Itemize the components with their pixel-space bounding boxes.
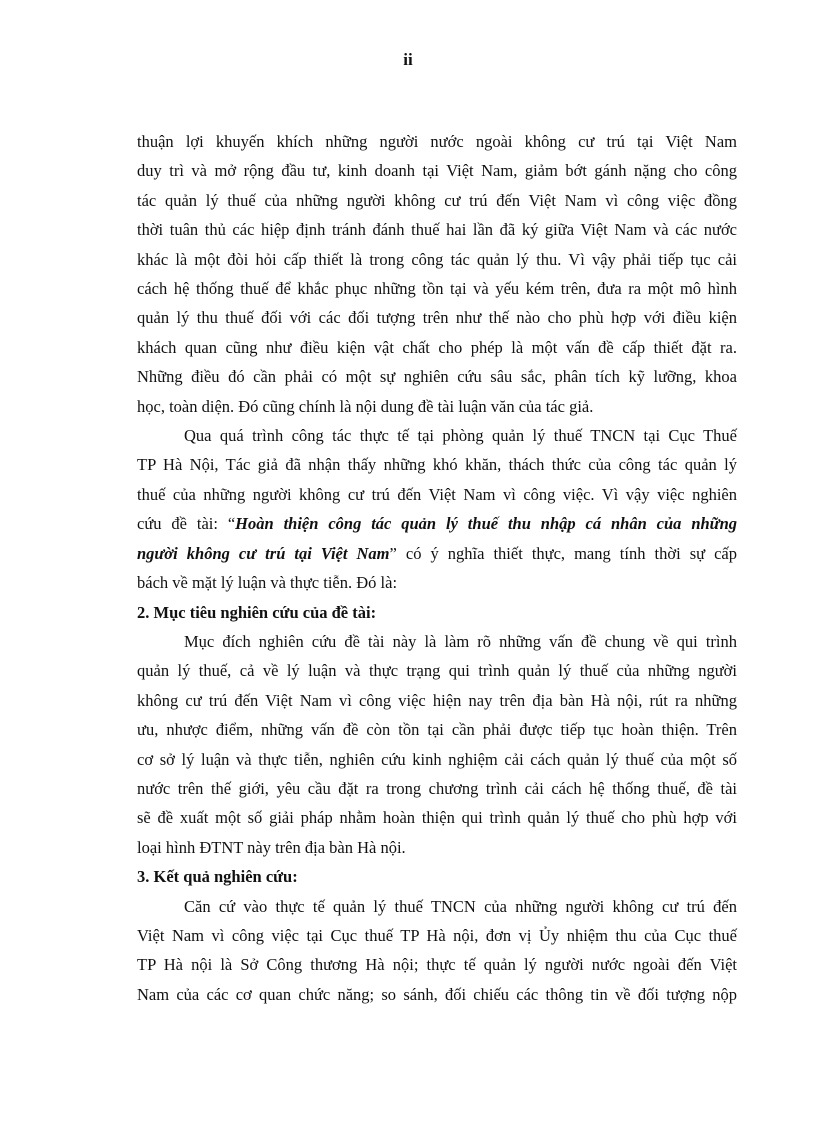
paragraph-1 <box>137 127 737 421</box>
thesis-title-part2: người không cư trú tại Việt Nam <box>137 543 390 563</box>
paragraph-line: Căn cứ vào thực tế quản lý thuế TNCN của những người không cư trú đến <box>184 896 737 916</box>
paragraph-line-title <box>137 539 737 568</box>
paragraph-line: quản lý thuế, cả về lý luận và thực trạng qui trình quản lý thuế của những người <box>137 661 737 681</box>
paragraph-line: duy trì và mở rộng đầu tư, kinh doanh tại Việt Nam, giảm bớt gánh nặng cho công <box>137 161 737 181</box>
paragraph-line: Qua quá trình công tác thực tế tại phòng quản lý thuế TNCN tại Cục Thuế <box>184 426 737 446</box>
paragraph-line: khách quan cũng như điều kiện vật chất cho phép là một vấn đề cấp thiết đặt ra. <box>137 337 737 357</box>
paragraph-line: Việt Nam vì công việc tại Cục thuế TP Hà nội, đơn vị Ủy nhiệm thu của Cục thuế <box>137 925 737 945</box>
paragraph-line: TP Hà Nội, Tác giả đã nhận thấy những khó khăn, thách thức của công tác quản lý <box>137 455 737 475</box>
section-2-heading: 2. Mục tiêu nghiên cứu của đề tài: <box>137 602 377 622</box>
document-body <box>137 127 737 1009</box>
line-prefix: cứu đề tài: “ <box>137 514 236 534</box>
section-2-paragraph <box>137 627 737 862</box>
paragraph-line: sẽ đề xuất một số giải pháp nhằm hoàn thiện qui trình quản lý thuế cho phù hợp với <box>137 808 737 828</box>
paragraph-line: bách về mặt lý luận và thực tiễn. Đó là: <box>137 573 398 593</box>
paragraph-line: loại hình ĐTNT này trên địa bàn Hà nội. <box>137 837 406 857</box>
paragraph-line: cơ sở lý luận và thực tiễn, nghiên cứu kinh nghiệm cải cách quản lý thuế của một số <box>137 749 737 769</box>
paragraph-line: nước trên thế giới, yêu cầu đặt ra trong chương trình cải cách hệ thống thuế, đề tài <box>137 778 737 798</box>
paragraph-line: tác quản lý thuế của những người không cư trú đến Việt Nam vì công việc đồng <box>137 190 737 210</box>
paragraph-line: thuế của những người không cư trú đến Việt Nam vì công việc. Vì vậy việc nghiên <box>137 484 737 504</box>
paragraph-line: cách hệ thống thuế để khắc phục những tồn tại và yếu kém trên, đưa ra một mô hình <box>137 279 737 299</box>
paragraph-line: quản lý thu thuế đối với các đối tượng trên như thế nào cho phù hợp với điều kiện <box>137 308 737 328</box>
paragraph-line: thuận lợi khuyến khích những người nước ngoài không cư trú tại Việt Nam <box>137 132 737 151</box>
section-3-heading: 3. Kết quả nghiên cứu: <box>137 867 298 887</box>
paragraph-line: ưu, nhược điểm, những vấn đề còn tồn tại cần phải được tiếp tục hoàn thiện. Trên <box>137 720 737 740</box>
thesis-title-part1: Hoàn thiện công tác quản lý thuế thu nhập cá nhân của những <box>235 514 737 534</box>
paragraph-line-title <box>137 509 737 538</box>
paragraph-line: TP Hà nội là Sở Công thương Hà nội; thực tế quản lý người nước ngoài đến Việt <box>137 955 737 975</box>
paragraph-line: không cư trú đến Việt Nam vì công việc hiện nay trên địa bàn Hà nội, rút ra những <box>137 690 737 710</box>
page-number: ii <box>403 50 413 69</box>
line-suffix: ” có ý nghĩa thiết thực, mang tính thời sự cấp <box>389 543 737 563</box>
paragraph-line: thời tuân thủ các hiệp định tránh đánh thuế hai lần đã ký giữa Việt Nam và các nước <box>137 220 737 240</box>
section-3-paragraph <box>137 892 737 1010</box>
paragraph-line: học, toàn diện. Đó cũng chính là nội dung đề tài luận văn của tác giả. <box>137 396 594 416</box>
paragraph-2 <box>137 421 737 597</box>
paragraph-line: Nam của các cơ quan chức năng; so sánh, đối chiếu các thông tin về đối tượng nộp <box>137 984 737 1004</box>
paragraph-line: Mục đích nghiên cứu đề tài này là làm rõ những vấn đề chung về qui trình <box>184 631 737 651</box>
paragraph-line: Những điều đó cần phải có một sự nghiên cứu sâu sắc, phân tích kỹ lưỡng, khoa <box>137 367 737 387</box>
paragraph-line: khác là một đòi hỏi cấp thiết là trong công tác quản lý thu. Vì vậy phải tiếp tục cải <box>137 249 737 269</box>
